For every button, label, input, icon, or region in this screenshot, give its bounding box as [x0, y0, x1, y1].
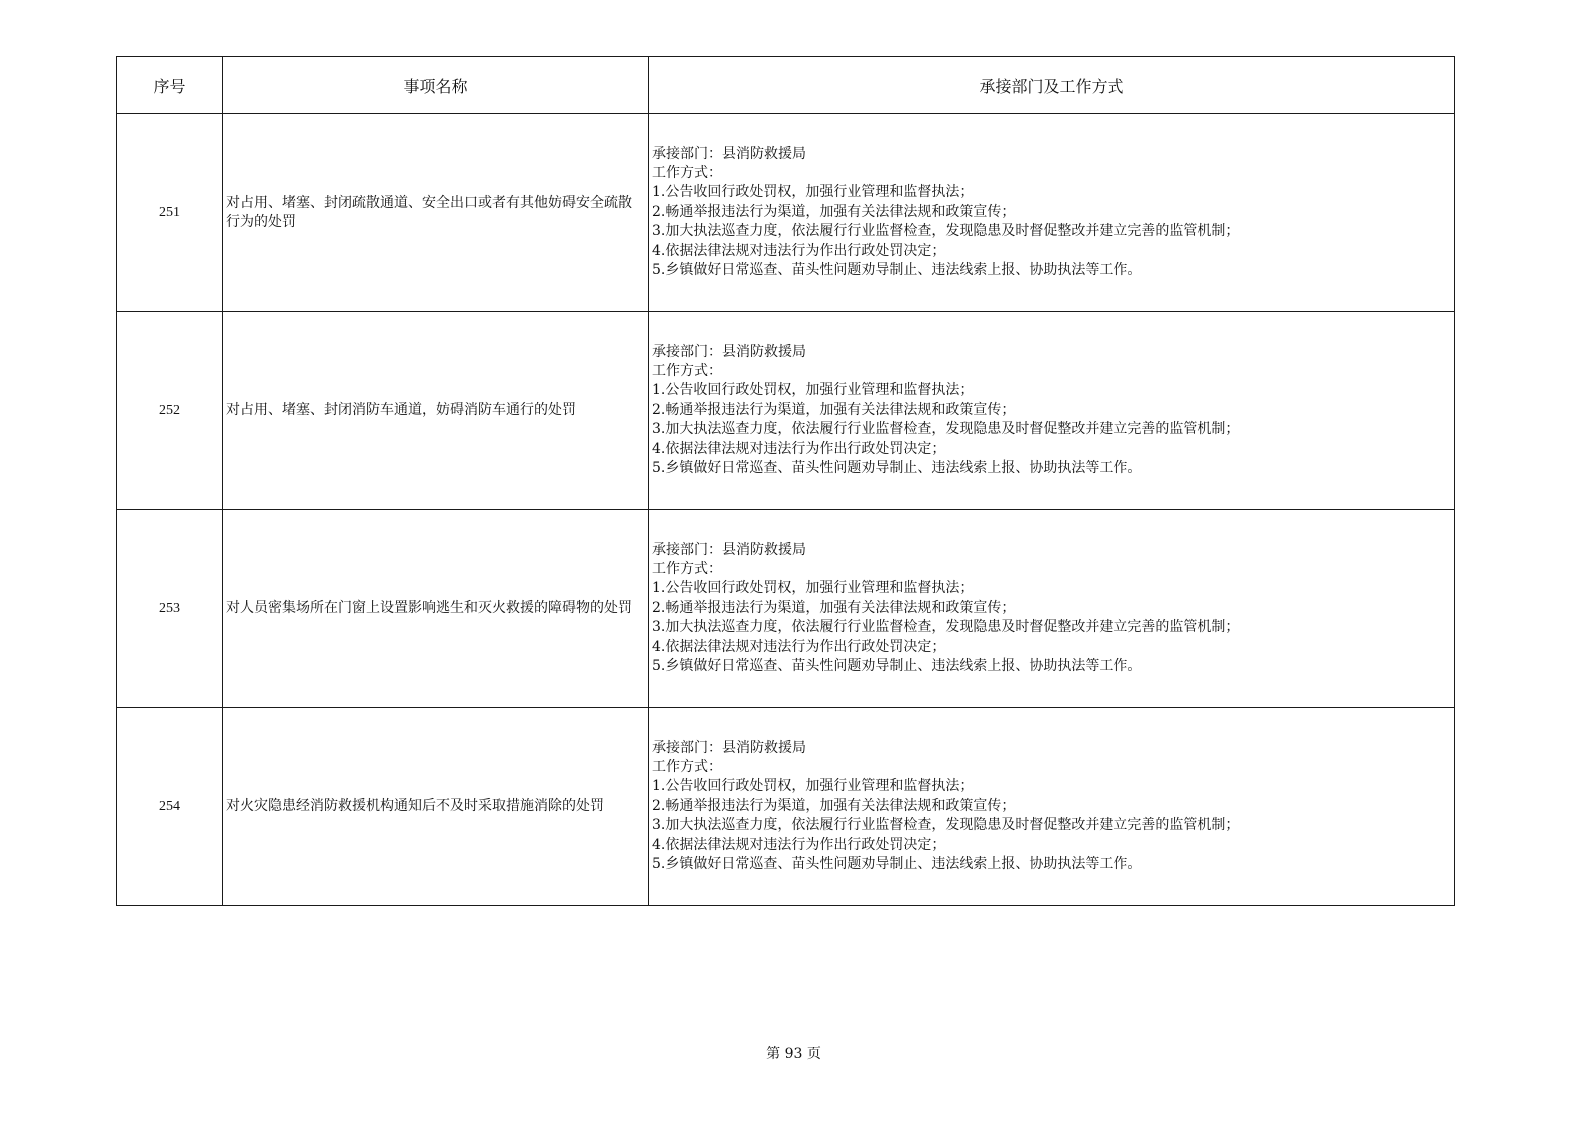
method-item-5: 5.乡镇做好日常巡查、苗头性问题劝导制止、违法线索上报、协助执法等工作。 [652, 658, 1142, 675]
department-method-cell [649, 312, 1455, 510]
department-line: 承接部门：县消防救援局 [652, 541, 806, 558]
header-matter-name: 事项名称 [223, 57, 649, 114]
matter-name-cell: 对占用、堵塞、封闭疏散通道、安全出口或者有其他妨碍安全疏散行为的处罚 [223, 114, 649, 312]
table-row [117, 312, 1455, 510]
method-item-1: 1.公告收回行政处罚权，加强行业管理和监督执法； [652, 580, 974, 597]
method-item-3: 3.加大执法巡查力度，依法履行行业监督检查，发现隐患及时督促整改并建立完善的监管机制； [652, 421, 1240, 438]
method-item-2: 2.畅通举报违法行为渠道，加强有关法律法规和政策宣传； [652, 401, 1016, 418]
method-item-5: 5.乡镇做好日常巡查、苗头性问题劝导制止、违法线索上报、协助执法等工作。 [652, 262, 1142, 279]
table-row [117, 708, 1455, 906]
table-body [117, 114, 1455, 906]
header-row [117, 57, 1455, 114]
header-department-and-method: 承接部门及工作方式 [649, 57, 1455, 114]
table-header [117, 57, 1455, 114]
department-line: 承接部门：县消防救援局 [652, 145, 806, 162]
page-number: 第 93 页 [766, 1046, 821, 1062]
matter-name-cell: 对火灾隐患经消防救援机构通知后不及时采取措施消除的处罚 [223, 708, 649, 906]
method-item-5: 5.乡镇做好日常巡查、苗头性问题劝导制止、违法线索上报、协助执法等工作。 [652, 856, 1142, 873]
matters-table [116, 56, 1455, 906]
method-heading-line: 工作方式： [652, 758, 722, 775]
method-item-4: 4.依据法律法规对违法行为作出行政处罚决定； [652, 638, 946, 655]
method-item-1: 1.公告收回行政处罚权，加强行业管理和监督执法； [652, 382, 974, 399]
method-item-5: 5.乡镇做好日常巡查、苗头性问题劝导制止、违法线索上报、协助执法等工作。 [652, 460, 1142, 477]
matter-name-cell: 对占用、堵塞、封闭消防车通道，妨碍消防车通行的处罚 [223, 312, 649, 510]
serial-number-cell: 252 [117, 312, 223, 510]
method-item-4: 4.依据法律法规对违法行为作出行政处罚决定； [652, 836, 946, 853]
method-item-4: 4.依据法律法规对违法行为作出行政处罚决定； [652, 440, 946, 457]
method-heading-line: 工作方式： [652, 164, 722, 181]
matter-name-cell: 对人员密集场所在门窗上设置影响逃生和灭火救援的障碍物的处罚 [223, 510, 649, 708]
table-row [117, 114, 1455, 312]
method-item-1: 1.公告收回行政处罚权，加强行业管理和监督执法； [652, 184, 974, 201]
method-item-3: 3.加大执法巡查力度，依法履行行业监督检查，发现隐患及时督促整改并建立完善的监管机制； [652, 619, 1240, 636]
department-line: 承接部门：县消防救援局 [652, 343, 806, 360]
method-item-4: 4.依据法律法规对违法行为作出行政处罚决定； [652, 242, 946, 259]
method-item-3: 3.加大执法巡查力度，依法履行行业监督检查，发现隐患及时督促整改并建立完善的监管机制； [652, 817, 1240, 834]
department-method-cell [649, 708, 1455, 906]
method-heading-line: 工作方式： [652, 362, 722, 379]
serial-number-cell: 254 [117, 708, 223, 906]
method-item-2: 2.畅通举报违法行为渠道，加强有关法律法规和政策宣传； [652, 797, 1016, 814]
method-item-3: 3.加大执法巡查力度，依法履行行业监督检查，发现隐患及时督促整改并建立完善的监管机制； [652, 223, 1240, 240]
table-row [117, 510, 1455, 708]
department-method-cell [649, 510, 1455, 708]
header-serial-number: 序号 [117, 57, 223, 114]
department-method-cell [649, 114, 1455, 312]
serial-number-cell: 253 [117, 510, 223, 708]
method-item-2: 2.畅通举报违法行为渠道，加强有关法律法规和政策宣传； [652, 599, 1016, 616]
department-line: 承接部门：县消防救援局 [652, 739, 806, 756]
serial-number-cell: 251 [117, 114, 223, 312]
method-heading-line: 工作方式： [652, 560, 722, 577]
method-item-1: 1.公告收回行政处罚权，加强行业管理和监督执法； [652, 778, 974, 795]
method-item-2: 2.畅通举报违法行为渠道，加强有关法律法规和政策宣传； [652, 203, 1016, 220]
